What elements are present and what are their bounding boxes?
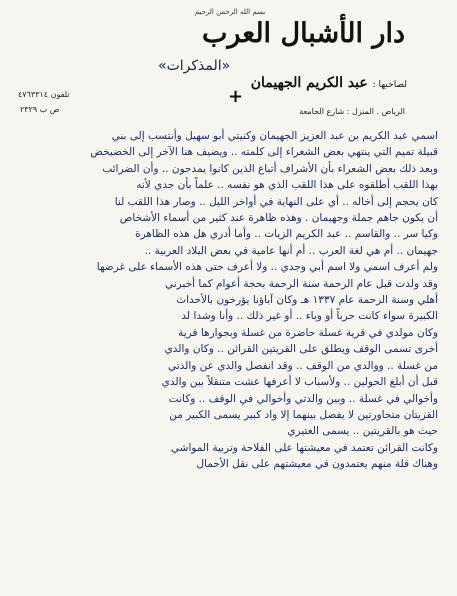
body-line: قبيلة تميم التي ينتهي بعض الشعراء إلى كلمته .. ويضيف هنا الآخر إلى الخضيخض	[90, 146, 438, 159]
body-line: أن يكون جاهم جملة وجهيمان . وهذه ظاهرة عند كثير من أسماء الأشخاص	[119, 212, 438, 225]
body-line: حيث هو بالقريتين .. يسمى العتيري	[287, 425, 438, 438]
body-line: وقد ولدت قبل عام الرحمة سنة الرحمة بحجة أعوام كما أخبرني	[165, 277, 438, 290]
plus-mark: +	[228, 86, 244, 107]
handwritten-body	[26, 128, 438, 473]
body-line: ولم أعرف اسمي ولا اسم أبي وجدي .. ولا أعرف حتى هذه الأسماء على غرضها	[96, 261, 438, 274]
document-title: «المذكرات»	[158, 58, 231, 74]
owner-line	[251, 75, 407, 91]
basmala: بسم الله الرحمن الرحيم	[194, 8, 266, 16]
body-line: من غسلة .. ووالدي من الوقف .. وقد انفصل والدي عن والدتي	[167, 359, 438, 372]
body-line: القريتان متجاورتين لا يفصل بينهما إلا واد كبير يسمى الكبير من	[169, 408, 438, 421]
phone-number: تلفون ٤٧٦٣٣١٤	[18, 90, 70, 99]
body-line: وكان مولدي في قرية غسلة حاضرة من غسلة وبجوارها قرية	[178, 326, 438, 339]
body-line: وهناك قلة منهم يعتمدون في معيشتهم على نقل الأحمال	[196, 458, 438, 471]
body-line: أخرى تسمى الوقف ويطلق على القريتين القرائن .. وكان والدي	[164, 343, 438, 356]
body-line: وبعد ذلك بعض الشعراء بأن الأشراف أتباع الذين كانوا يمدحون .. وأن الضرائب	[102, 162, 438, 175]
body-line: وكانت القرائن تعتمد في معيشتها على الفلاحة وتربية المواشي	[170, 441, 438, 454]
body-line: قبل أن أبلغ الحولين .. ولأسباب لا أعرفها عشت متنقلاً بين والدي	[161, 376, 438, 389]
body-line: وأخوالي في غسلة .. وبين والدتي وأخوالي في الوقف .. وكانت	[168, 392, 438, 405]
body-line: بهذا اللقب أطلقوه على هذا اللقب الذي هو نفسه .. علماً بأن جدي لأنه	[136, 179, 438, 192]
po-box: ص ب ٢٣٢٩	[20, 105, 60, 114]
owner-label: لصاحبها :	[372, 80, 407, 90]
address: الرياض . المنزل : شارع الجامعة	[299, 107, 405, 116]
owner-name: عبد الكريم الجهيمان	[250, 75, 368, 91]
body-line: كان يحجم إلى أخاله .. أي على النهاية في أواخر الليل .. وصار هذا اللقب لنا	[114, 195, 438, 208]
body-line: اسمي عبد الكريم بن عبد العزيز الجهيمان وكنيتي أبو سهيل وأنتسب إلى بني	[111, 130, 438, 142]
body-line: الكبيرة سواء كانت حرباً أو وباء .. أو غير ذلك .. وأنا وشدا لد	[181, 310, 438, 323]
org-name: دار الأشبال العرب	[201, 18, 405, 49]
body-line: وكيا سر .. والقاسم .. عبد الكريم الزيات .. وأما أدري هل هذه الظاهرة	[135, 228, 438, 241]
body-line: جهيمان .. أم هي لغة العرب .. أم أنها عامية في بعض البلاد العربية ..	[144, 244, 438, 257]
body-line: أهلي وسنة الرحمة عام ١٣٣٧ هـ وكان آباؤنا يؤرخون بالأحداث	[176, 294, 438, 307]
